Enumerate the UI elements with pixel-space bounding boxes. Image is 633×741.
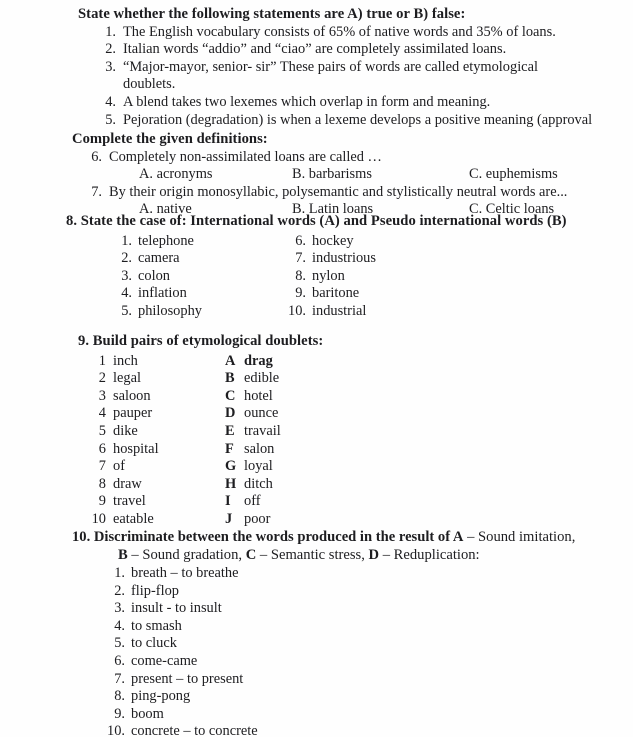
item-letter: G <box>225 458 237 475</box>
item-text: A blend takes two lexemes which overlap in form and meaning. <box>123 93 491 110</box>
choice-option[interactable]: C. euphemisms <box>469 166 558 183</box>
item-text: ping-pong <box>131 688 191 705</box>
item-word: inflation <box>138 285 187 302</box>
item-number: 1. <box>105 23 116 40</box>
item-word: eatable <box>113 510 154 527</box>
item-text: By their origin monosyllabic, polysemantic and stylistically neutral words are... <box>109 183 568 200</box>
item-text: come-came <box>131 652 198 669</box>
heading-tail-text: – Sound imitation, <box>463 529 576 545</box>
item-number: 7. <box>114 670 125 687</box>
item-number: 1 <box>98 352 106 369</box>
list-item <box>96 59 633 94</box>
choices-question-6 <box>139 166 633 184</box>
heading-text: State the case of: International words (A) and Pseudo international words (B) <box>80 213 567 229</box>
list-item[interactable] <box>103 688 633 706</box>
list-item <box>96 112 633 130</box>
heading-number: 10 <box>72 529 87 545</box>
item-number: 5 <box>98 422 106 439</box>
item-number: 8 <box>98 475 106 492</box>
item-number: 8. <box>295 267 306 284</box>
item-word: ounce <box>244 405 279 422</box>
list-item <box>96 24 633 42</box>
international-words-right-column <box>284 233 376 321</box>
list-item[interactable] <box>84 476 159 494</box>
item-number: 3. <box>121 267 132 284</box>
list-item[interactable] <box>103 583 633 601</box>
item-letter: F <box>225 440 234 457</box>
item-letter: I <box>225 493 231 510</box>
item-word: nylon <box>312 267 345 284</box>
item-word: industrial <box>312 302 367 319</box>
list-item[interactable] <box>225 388 281 406</box>
item-text: present – to present <box>131 670 244 687</box>
list-item[interactable] <box>103 600 633 618</box>
discriminate-heading <box>72 528 633 546</box>
choice-option[interactable]: C. Celtic loans <box>469 201 555 218</box>
item-number: 5. <box>121 302 132 319</box>
item-letter: C <box>225 387 236 404</box>
item-text: to cluck <box>131 635 177 652</box>
international-words-columns <box>0 233 633 325</box>
list-item[interactable] <box>103 671 633 689</box>
list-item[interactable] <box>225 370 281 388</box>
section-doublets <box>0 333 633 533</box>
list-item[interactable] <box>84 353 159 371</box>
item-number: 7 <box>98 458 106 475</box>
item-word: camera <box>138 250 180 267</box>
item-number: 4. <box>121 285 132 302</box>
item-word: travel <box>113 493 146 510</box>
item-number: 5. <box>114 635 125 652</box>
item-letter: H <box>225 475 237 492</box>
label-c: C <box>245 547 257 563</box>
item-number: 3. <box>114 600 125 617</box>
list-item[interactable] <box>225 458 281 476</box>
item-word: hockey <box>312 232 354 249</box>
label-c-text: – Semantic stress, <box>256 547 369 563</box>
item-word: travail <box>244 422 281 439</box>
item-number: 6. <box>114 652 125 669</box>
list-item <box>284 303 376 321</box>
item-text: Completely non-assimilated loans are called … <box>109 148 382 165</box>
item-text: breath – to breathe <box>131 565 239 581</box>
choice-option[interactable]: B. barbarisms <box>292 166 372 183</box>
item-word: dike <box>113 422 138 439</box>
item-number: 3 <box>98 387 106 404</box>
list-item[interactable] <box>225 423 281 441</box>
choice-option[interactable]: A. acronyms <box>139 166 213 183</box>
item-word: draw <box>113 475 142 492</box>
list-item[interactable] <box>225 353 281 371</box>
item-word: colon <box>138 267 170 284</box>
definitions-heading: Complete the given definitions: <box>72 131 268 147</box>
item-word: pauper <box>113 405 153 422</box>
choice-option[interactable]: B. Latin loans <box>292 201 374 218</box>
list-item[interactable] <box>84 493 159 511</box>
list-item[interactable] <box>84 423 159 441</box>
item-number: 2. <box>121 250 132 267</box>
list-item <box>110 268 202 286</box>
item-number: 9. <box>114 705 125 722</box>
list-item <box>284 233 376 251</box>
definition-question-6 <box>86 149 633 167</box>
item-word: baritone <box>312 285 360 302</box>
international-words-heading <box>66 213 633 231</box>
list-item[interactable] <box>84 388 159 406</box>
doublets-left-column <box>84 353 159 529</box>
list-item[interactable] <box>84 511 159 529</box>
item-letter: B <box>225 370 235 387</box>
heading-bold-text: . Discriminate between the words produced in the result of A <box>86 529 464 545</box>
item-word: inch <box>113 352 138 369</box>
doublets-heading: 9. Build pairs of etymological doublets: <box>78 333 324 349</box>
item-text: boom <box>131 705 164 722</box>
item-text: concrete – to concrete <box>131 723 258 740</box>
list-item <box>96 41 633 59</box>
list-item <box>96 94 633 112</box>
item-number: 10. <box>288 302 306 319</box>
list-item <box>284 268 376 286</box>
heading-number: 8. <box>66 213 78 229</box>
item-word: telephone <box>138 232 194 249</box>
list-item <box>110 303 202 321</box>
item-number: 6 <box>98 440 106 457</box>
item-number: 1. <box>121 232 132 249</box>
item-number: 2. <box>114 582 125 599</box>
true-false-heading: State whether the following statements are A) true or B) false: <box>78 6 466 22</box>
discriminate-subheading <box>118 546 633 564</box>
item-number: 7. <box>91 183 102 200</box>
list-item <box>110 233 202 251</box>
discriminate-list <box>0 565 633 741</box>
item-number: 5. <box>105 111 116 128</box>
section-discriminate <box>0 528 633 741</box>
list-item[interactable] <box>84 441 159 459</box>
item-number: 6. <box>295 232 306 249</box>
item-letter: A <box>225 352 236 369</box>
item-text: “Major-mayor, senior- sir” These pairs of words are called etymological doublets. <box>123 58 538 93</box>
list-item[interactable] <box>103 618 633 636</box>
item-number: 4. <box>114 617 125 634</box>
list-item[interactable] <box>103 635 633 653</box>
list-item[interactable] <box>84 458 159 476</box>
item-number: 4 <box>98 405 106 422</box>
item-word: salon <box>244 440 275 457</box>
label-b: B <box>118 547 128 563</box>
item-text: The English vocabulary consists of 65% of native words and 35% of loans. <box>123 23 556 40</box>
doublets-columns <box>0 353 633 533</box>
item-number: 2. <box>105 41 116 58</box>
list-item[interactable] <box>103 706 633 724</box>
doublets-right-column <box>225 353 281 529</box>
item-number: 8. <box>114 688 125 705</box>
item-text: to smash <box>131 617 182 634</box>
item-text: flip-flop <box>131 582 179 599</box>
list-item[interactable] <box>225 476 281 494</box>
item-letter: E <box>225 422 235 439</box>
item-word: philosophy <box>138 302 202 319</box>
list-item[interactable] <box>225 493 281 511</box>
item-text: Pejoration (degradation) is when a lexeme develops a positive meaning (approval <box>123 111 593 128</box>
section-definitions <box>0 131 633 219</box>
item-number: 1. <box>114 565 125 581</box>
item-word: loyal <box>244 458 273 475</box>
item-word: saloon <box>113 387 151 404</box>
true-false-list <box>0 24 633 130</box>
item-word: hospital <box>113 440 159 457</box>
list-item <box>284 250 376 268</box>
list-item[interactable] <box>225 511 281 529</box>
item-number: 9 <box>98 493 106 510</box>
section-true-false <box>0 6 633 129</box>
list-item[interactable] <box>225 441 281 459</box>
item-letter: D <box>225 405 236 422</box>
item-word: edible <box>244 370 280 387</box>
list-item[interactable] <box>84 370 159 388</box>
item-number: 10 <box>91 510 106 527</box>
list-item[interactable] <box>103 565 633 583</box>
international-words-left-column <box>110 233 202 321</box>
definition-question-7 <box>86 184 633 202</box>
list-item[interactable] <box>225 405 281 423</box>
item-word: poor <box>244 510 271 527</box>
label-d-text: – Reduplication: <box>379 547 480 563</box>
list-item <box>110 250 202 268</box>
item-number: 6. <box>91 148 102 165</box>
list-item[interactable] <box>103 723 633 741</box>
item-text: insult - to insult <box>131 600 222 617</box>
item-number: 4. <box>105 93 116 110</box>
item-number: 10. <box>107 723 125 740</box>
section-international-words <box>0 213 633 325</box>
item-text: Italian words “addio” and “ciao” are completely assimilated loans. <box>123 41 507 58</box>
label-b-text: – Sound gradation, <box>127 547 246 563</box>
list-item[interactable] <box>84 405 159 423</box>
item-word: hotel <box>244 387 273 404</box>
item-word: legal <box>113 370 141 387</box>
list-item <box>284 285 376 303</box>
item-number: 9. <box>295 285 306 302</box>
item-word: off <box>244 493 261 510</box>
item-word: drag <box>244 352 273 369</box>
item-word: industrious <box>312 250 376 267</box>
item-word: of <box>113 458 125 475</box>
item-word: ditch <box>244 475 273 492</box>
list-item[interactable] <box>103 653 633 671</box>
list-item <box>110 285 202 303</box>
item-letter: J <box>225 510 233 527</box>
label-d: D <box>368 547 380 563</box>
choice-option[interactable]: A. native <box>139 201 192 218</box>
item-number: 2 <box>98 370 106 387</box>
item-number: 3. <box>105 58 116 75</box>
item-number: 7. <box>295 250 306 267</box>
